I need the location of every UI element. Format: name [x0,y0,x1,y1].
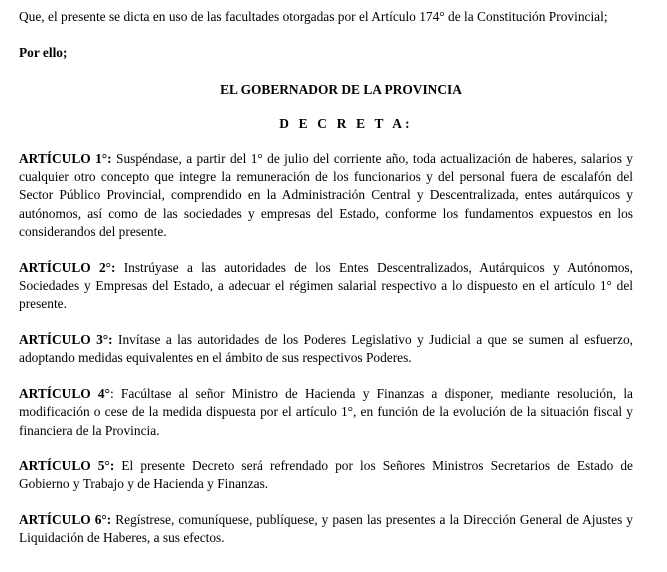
article-text: El presente Decreto será refrendado por los Señores Ministros Secretarios de Estado de Gobierno y Trabajo y de Hacienda y Finanzas. [19,457,633,492]
article-text: Invítase a las autoridades de los Poderes Legislativo y Judicial a que se sumen al esfuerzo, adoptando medidas equivalentes en el ámbito de sus respectivos Poderes. [19,331,634,366]
intro-paragraph: Que, el presente se dicta en uso de las facultades otorgadas por el Artículo 174° de la Constitución Provincial; [19,9,608,24]
article-label: ARTÍCULO 3°: [19,331,113,347]
article-text: Suspéndase, a partir del 1° de julio del corriente año, toda actualización de haberes, salarios y cualquier otro concepto que integre la remuneración de los funcionarios y del personal fuera de escalafón del Sector Público Provincial, comprendido en la Administración Central y Descentralizada, entes autárquicos y autónomos, así como de las sociedades y empresas del Estado, conforme los fundamentos expuestos en los considerandos del presente. [19,150,633,240]
article-text: Instrúyase a las autoridades de los Entes Descentralizados, Autárquicos y Autónomos, Sociedades y Empresas del Estado, a adecuar el régimen salarial respectivo a lo dispuesto en el artículo 1° del presente. [19,259,633,312]
article-6 [19,511,633,548]
decree-document [19,8,633,565]
decreta-heading: D E C R E T A: [279,116,413,132]
por-ello-heading: Por ello; [19,45,68,61]
article-label: ARTÍCULO 6°: [19,511,112,527]
article-text: : Facúltase al señor Ministro de Hacienda y Finanzas a disponer, mediante resolución, la modificación o cese de la medida dispuesta por el artículo 1°, en función de la evolución de la situación fiscal y financiera de la Provincia. [19,385,633,438]
article-1 [19,150,633,242]
article-text: Regístrese, comuníquese, publíquese, y pasen las presentes a la Dirección General de Ajustes y Liquidación de Haberes, a sus efectos. [19,511,633,546]
article-2 [19,259,633,314]
governor-title: EL GOBERNADOR DE LA PROVINCIA [220,81,462,97]
article-3 [19,331,633,368]
article-5 [19,457,633,494]
article-label: ARTÍCULO 5°: [19,457,115,473]
article-label: ARTÍCULO 2°: [19,259,116,275]
article-label: ARTÍCULO 4° [19,385,110,401]
article-label: ARTÍCULO 1°: [19,150,112,166]
article-4 [19,385,633,440]
